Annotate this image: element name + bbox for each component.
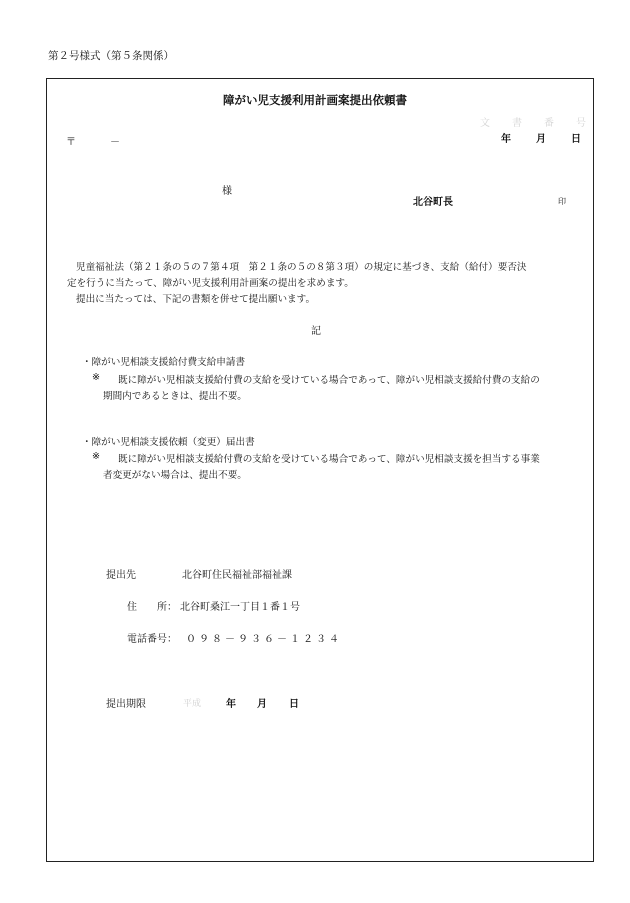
document-title: 障がい児支援利用計画案提出依頼書: [223, 93, 407, 107]
item-2-note-mark: ※: [92, 451, 101, 462]
item-2-note-line-2: 者変更がない場合は、提出不要。: [103, 470, 247, 481]
seal-mark: 印: [558, 197, 566, 206]
body-line-2: 定を行うに当たって、障がい児支援利用計画案の提出を求めます。: [67, 278, 354, 289]
body-line-1: 児童福祉法（第２１条の５の７第４項 第２１条の５の８第３項）の規定に基づき、支給（給付）要否決: [76, 262, 527, 273]
date-year: 年: [501, 134, 511, 145]
phone-label: 電話番号：: [127, 634, 177, 645]
item-1-title: ・障がい児相談支援給付費支給申請書: [82, 357, 246, 368]
deadline-year: 年: [226, 699, 236, 710]
ki-heading: 記: [311, 326, 321, 337]
deadline-day: 日: [289, 699, 299, 710]
deadline-era-placeholder: 平成: [183, 699, 202, 709]
item-2-title: ・障がい児相談支援依頼（変更）届出書: [82, 437, 255, 448]
address-value: 北谷町桑江一丁目１番１号: [180, 602, 300, 613]
issuer-name: 北谷町長: [413, 197, 453, 208]
postal-dash: －: [110, 137, 120, 148]
phone-value: ０９８－９３６－１２３４: [186, 634, 342, 645]
item-1-note-mark: ※: [92, 372, 101, 383]
address-label: 住 所：: [127, 602, 177, 613]
item-1-note-line-1: 既に障がい児相談支援給付費の支給を受けている場合であって、障がい児相談支援給付費の支給の: [118, 375, 540, 386]
date-month: 月: [536, 134, 546, 145]
deadline-month: 月: [257, 699, 267, 710]
addressee-suffix: 様: [222, 186, 232, 197]
document-number-placeholder: 文 書 番 号: [480, 118, 592, 129]
form-number: 第２号様式（第５条関係）: [48, 50, 174, 62]
body-line-3: 提出に当たっては、下記の書類を併せて提出願います。: [76, 294, 316, 305]
item-2-note-line-1: 既に障がい児相談支援給付費の支給を受けている場合であって、障がい児相談支援を担当する事業: [118, 454, 540, 465]
submission-destination-label: 提出先: [106, 570, 136, 581]
deadline-label: 提出期限: [106, 699, 146, 710]
date-day: 日: [571, 134, 581, 145]
item-1-note-line-2: 期間内であるときは、提出不要。: [103, 391, 247, 402]
postal-mark: 〒: [66, 137, 76, 148]
submission-destination-value: 北谷町住民福祉部福祉課: [182, 570, 292, 581]
